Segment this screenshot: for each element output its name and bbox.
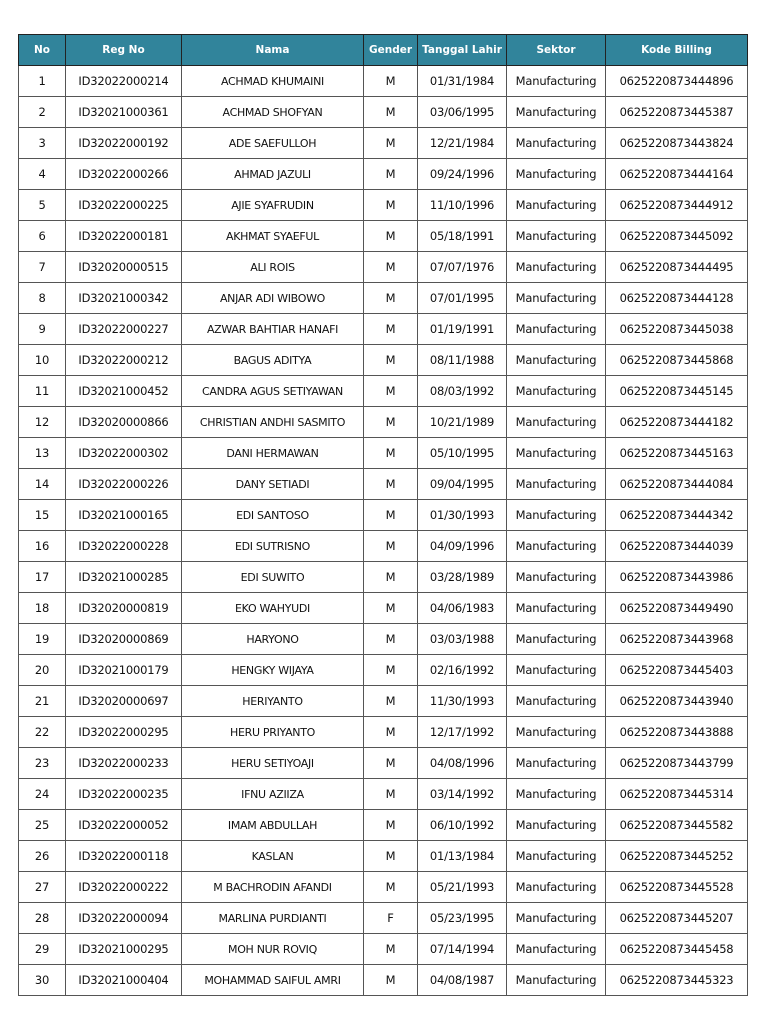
table-row xyxy=(19,438,748,469)
cell-tanggal-lahir: 05/18/1991 xyxy=(418,221,507,252)
cell-nama: ADE SAEFULLOH xyxy=(182,128,364,159)
table-row xyxy=(19,872,748,903)
col-header-tanggal-lahir: Tanggal Lahir xyxy=(418,35,507,66)
cell-reg-no: ID32022000235 xyxy=(66,779,182,810)
cell-reg-no: ID32022000295 xyxy=(66,717,182,748)
cell-sektor: Manufacturing xyxy=(507,314,606,345)
cell-nama: AHMAD JAZULI xyxy=(182,159,364,190)
table-row xyxy=(19,934,748,965)
cell-tanggal-lahir: 08/11/1988 xyxy=(418,345,507,376)
table-row xyxy=(19,903,748,934)
cell-sektor: Manufacturing xyxy=(507,221,606,252)
cell-tanggal-lahir: 05/10/1995 xyxy=(418,438,507,469)
cell-kode-billing: 0625220873445252 xyxy=(606,841,748,872)
cell-nama: EDI SUWITO xyxy=(182,562,364,593)
cell-gender: M xyxy=(364,841,418,872)
table-body xyxy=(19,66,748,996)
cell-kode-billing: 0625220873445038 xyxy=(606,314,748,345)
cell-nama: KASLAN xyxy=(182,841,364,872)
cell-kode-billing: 0625220873449490 xyxy=(606,593,748,624)
cell-sektor: Manufacturing xyxy=(507,469,606,500)
cell-gender: M xyxy=(364,66,418,97)
cell-no: 27 xyxy=(19,872,66,903)
cell-nama: HERIYANTO xyxy=(182,686,364,717)
cell-sektor: Manufacturing xyxy=(507,624,606,655)
table-row xyxy=(19,252,748,283)
cell-kode-billing: 0625220873443799 xyxy=(606,748,748,779)
cell-sektor: Manufacturing xyxy=(507,562,606,593)
cell-reg-no: ID32022000052 xyxy=(66,810,182,841)
cell-reg-no: ID32022000225 xyxy=(66,190,182,221)
cell-sektor: Manufacturing xyxy=(507,500,606,531)
cell-gender: M xyxy=(364,810,418,841)
table-row xyxy=(19,686,748,717)
cell-sektor: Manufacturing xyxy=(507,438,606,469)
cell-sektor: Manufacturing xyxy=(507,345,606,376)
cell-gender: M xyxy=(364,314,418,345)
col-header-sektor: Sektor xyxy=(507,35,606,66)
cell-kode-billing: 0625220873445207 xyxy=(606,903,748,934)
cell-sektor: Manufacturing xyxy=(507,190,606,221)
cell-kode-billing: 0625220873444128 xyxy=(606,283,748,314)
data-sheet xyxy=(18,34,748,996)
cell-reg-no: ID32022000214 xyxy=(66,66,182,97)
cell-tanggal-lahir: 01/13/1984 xyxy=(418,841,507,872)
cell-kode-billing: 0625220873444182 xyxy=(606,407,748,438)
cell-nama: M BACHRODIN AFANDI xyxy=(182,872,364,903)
cell-reg-no: ID32021000404 xyxy=(66,965,182,996)
cell-nama: AKHMAT SYAEFUL xyxy=(182,221,364,252)
cell-nama: IFNU AZIIZA xyxy=(182,779,364,810)
cell-nama: MARLINA PURDIANTI xyxy=(182,903,364,934)
cell-tanggal-lahir: 11/30/1993 xyxy=(418,686,507,717)
cell-no: 10 xyxy=(19,345,66,376)
cell-no: 23 xyxy=(19,748,66,779)
cell-reg-no: ID32022000266 xyxy=(66,159,182,190)
cell-nama: DANI HERMAWAN xyxy=(182,438,364,469)
cell-reg-no: ID32022000094 xyxy=(66,903,182,934)
cell-kode-billing: 0625220873445163 xyxy=(606,438,748,469)
cell-gender: M xyxy=(364,345,418,376)
cell-gender: M xyxy=(364,376,418,407)
cell-gender: M xyxy=(364,283,418,314)
cell-sektor: Manufacturing xyxy=(507,252,606,283)
col-header-gender: Gender xyxy=(364,35,418,66)
cell-tanggal-lahir: 12/17/1992 xyxy=(418,717,507,748)
table-row xyxy=(19,376,748,407)
cell-sektor: Manufacturing xyxy=(507,97,606,128)
cell-reg-no: ID32020000869 xyxy=(66,624,182,655)
cell-kode-billing: 0625220873444495 xyxy=(606,252,748,283)
cell-tanggal-lahir: 10/21/1989 xyxy=(418,407,507,438)
cell-no: 3 xyxy=(19,128,66,159)
cell-gender: M xyxy=(364,593,418,624)
cell-nama: BAGUS ADITYA xyxy=(182,345,364,376)
cell-nama: EDI SUTRISNO xyxy=(182,531,364,562)
table-row xyxy=(19,748,748,779)
cell-sektor: Manufacturing xyxy=(507,934,606,965)
cell-reg-no: ID32022000228 xyxy=(66,531,182,562)
cell-gender: M xyxy=(364,190,418,221)
cell-gender: M xyxy=(364,872,418,903)
cell-sektor: Manufacturing xyxy=(507,841,606,872)
cell-no: 25 xyxy=(19,810,66,841)
cell-gender: M xyxy=(364,97,418,128)
table-row xyxy=(19,500,748,531)
table-row xyxy=(19,66,748,97)
table-row xyxy=(19,717,748,748)
cell-no: 24 xyxy=(19,779,66,810)
cell-sektor: Manufacturing xyxy=(507,779,606,810)
cell-nama: CANDRA AGUS SETIYAWAN xyxy=(182,376,364,407)
cell-kode-billing: 0625220873445582 xyxy=(606,810,748,841)
cell-gender: M xyxy=(364,717,418,748)
table-row xyxy=(19,841,748,872)
cell-tanggal-lahir: 03/03/1988 xyxy=(418,624,507,655)
cell-gender: M xyxy=(364,624,418,655)
cell-sektor: Manufacturing xyxy=(507,283,606,314)
cell-reg-no: ID32021000295 xyxy=(66,934,182,965)
cell-tanggal-lahir: 03/28/1989 xyxy=(418,562,507,593)
cell-reg-no: ID32021000165 xyxy=(66,500,182,531)
cell-kode-billing: 0625220873445323 xyxy=(606,965,748,996)
cell-tanggal-lahir: 03/06/1995 xyxy=(418,97,507,128)
cell-no: 14 xyxy=(19,469,66,500)
cell-sektor: Manufacturing xyxy=(507,810,606,841)
cell-kode-billing: 0625220873445403 xyxy=(606,655,748,686)
cell-gender: M xyxy=(364,562,418,593)
cell-nama: ALI ROIS xyxy=(182,252,364,283)
cell-tanggal-lahir: 12/21/1984 xyxy=(418,128,507,159)
cell-kode-billing: 0625220873445528 xyxy=(606,872,748,903)
cell-sektor: Manufacturing xyxy=(507,376,606,407)
cell-reg-no: ID32022000222 xyxy=(66,872,182,903)
cell-nama: HENGKY WIJAYA xyxy=(182,655,364,686)
table-row xyxy=(19,624,748,655)
cell-tanggal-lahir: 04/09/1996 xyxy=(418,531,507,562)
cell-nama: ACHMAD SHOFYAN xyxy=(182,97,364,128)
cell-kode-billing: 0625220873445868 xyxy=(606,345,748,376)
table-row xyxy=(19,407,748,438)
table-row xyxy=(19,965,748,996)
cell-kode-billing: 0625220873445145 xyxy=(606,376,748,407)
cell-reg-no: ID32020000819 xyxy=(66,593,182,624)
cell-kode-billing: 0625220873445092 xyxy=(606,221,748,252)
cell-reg-no: ID32022000118 xyxy=(66,841,182,872)
cell-sektor: Manufacturing xyxy=(507,531,606,562)
table-row xyxy=(19,128,748,159)
cell-no: 15 xyxy=(19,500,66,531)
cell-no: 12 xyxy=(19,407,66,438)
cell-no: 19 xyxy=(19,624,66,655)
cell-gender: M xyxy=(364,779,418,810)
cell-nama: CHRISTIAN ANDHI SASMITO xyxy=(182,407,364,438)
cell-no: 16 xyxy=(19,531,66,562)
cell-gender: M xyxy=(364,686,418,717)
cell-nama: IMAM ABDULLAH xyxy=(182,810,364,841)
cell-nama: AJIE SYAFRUDIN xyxy=(182,190,364,221)
col-header-reg-no: Reg No xyxy=(66,35,182,66)
cell-kode-billing: 0625220873443986 xyxy=(606,562,748,593)
table-row xyxy=(19,221,748,252)
table-row xyxy=(19,97,748,128)
cell-nama: ANJAR ADI WIBOWO xyxy=(182,283,364,314)
cell-kode-billing: 0625220873444896 xyxy=(606,66,748,97)
col-header-no: No xyxy=(19,35,66,66)
table-row xyxy=(19,314,748,345)
cell-sektor: Manufacturing xyxy=(507,872,606,903)
cell-tanggal-lahir: 02/16/1992 xyxy=(418,655,507,686)
cell-reg-no: ID32021000342 xyxy=(66,283,182,314)
cell-reg-no: ID32020000697 xyxy=(66,686,182,717)
table-row xyxy=(19,283,748,314)
cell-reg-no: ID32020000866 xyxy=(66,407,182,438)
cell-reg-no: ID32021000452 xyxy=(66,376,182,407)
cell-tanggal-lahir: 01/31/1984 xyxy=(418,66,507,97)
cell-tanggal-lahir: 07/01/1995 xyxy=(418,283,507,314)
cell-gender: M xyxy=(364,748,418,779)
header-row xyxy=(19,35,748,66)
table-row xyxy=(19,779,748,810)
cell-sektor: Manufacturing xyxy=(507,128,606,159)
cell-kode-billing: 0625220873443888 xyxy=(606,717,748,748)
cell-tanggal-lahir: 06/10/1992 xyxy=(418,810,507,841)
cell-tanggal-lahir: 04/08/1996 xyxy=(418,748,507,779)
cell-nama: EDI SANTOSO xyxy=(182,500,364,531)
cell-gender: M xyxy=(364,252,418,283)
cell-sektor: Manufacturing xyxy=(507,66,606,97)
cell-no: 1 xyxy=(19,66,66,97)
table-row xyxy=(19,810,748,841)
cell-sektor: Manufacturing xyxy=(507,748,606,779)
cell-gender: F xyxy=(364,903,418,934)
cell-nama: AZWAR BAHTIAR HANAFI xyxy=(182,314,364,345)
cell-gender: M xyxy=(364,159,418,190)
cell-sektor: Manufacturing xyxy=(507,717,606,748)
cell-gender: M xyxy=(364,128,418,159)
cell-no: 26 xyxy=(19,841,66,872)
cell-kode-billing: 0625220873444164 xyxy=(606,159,748,190)
cell-gender: M xyxy=(364,407,418,438)
cell-reg-no: ID32022000233 xyxy=(66,748,182,779)
cell-tanggal-lahir: 03/14/1992 xyxy=(418,779,507,810)
cell-gender: M xyxy=(364,221,418,252)
participant-table xyxy=(18,34,748,996)
table-row xyxy=(19,655,748,686)
cell-sektor: Manufacturing xyxy=(507,965,606,996)
cell-no: 21 xyxy=(19,686,66,717)
cell-kode-billing: 0625220873443968 xyxy=(606,624,748,655)
cell-tanggal-lahir: 11/10/1996 xyxy=(418,190,507,221)
cell-tanggal-lahir: 05/23/1995 xyxy=(418,903,507,934)
cell-reg-no: ID32021000285 xyxy=(66,562,182,593)
cell-tanggal-lahir: 09/24/1996 xyxy=(418,159,507,190)
cell-reg-no: ID32021000361 xyxy=(66,97,182,128)
table-row xyxy=(19,345,748,376)
cell-tanggal-lahir: 05/21/1993 xyxy=(418,872,507,903)
cell-reg-no: ID32022000192 xyxy=(66,128,182,159)
cell-reg-no: ID32022000302 xyxy=(66,438,182,469)
cell-no: 5 xyxy=(19,190,66,221)
cell-gender: M xyxy=(364,934,418,965)
cell-reg-no: ID32022000226 xyxy=(66,469,182,500)
table-row xyxy=(19,190,748,221)
cell-nama: HERU PRIYANTO xyxy=(182,717,364,748)
cell-kode-billing: 0625220873443940 xyxy=(606,686,748,717)
cell-gender: M xyxy=(364,965,418,996)
cell-no: 28 xyxy=(19,903,66,934)
cell-tanggal-lahir: 07/07/1976 xyxy=(418,252,507,283)
table-row xyxy=(19,469,748,500)
cell-nama: HARYONO xyxy=(182,624,364,655)
cell-kode-billing: 0625220873445387 xyxy=(606,97,748,128)
cell-nama: DANY SETIADI xyxy=(182,469,364,500)
cell-tanggal-lahir: 04/08/1987 xyxy=(418,965,507,996)
cell-tanggal-lahir: 04/06/1983 xyxy=(418,593,507,624)
table-row xyxy=(19,159,748,190)
cell-sektor: Manufacturing xyxy=(507,655,606,686)
cell-tanggal-lahir: 01/30/1993 xyxy=(418,500,507,531)
cell-no: 7 xyxy=(19,252,66,283)
cell-reg-no: ID32021000179 xyxy=(66,655,182,686)
cell-kode-billing: 0625220873445458 xyxy=(606,934,748,965)
cell-kode-billing: 0625220873444912 xyxy=(606,190,748,221)
cell-kode-billing: 0625220873444039 xyxy=(606,531,748,562)
cell-no: 9 xyxy=(19,314,66,345)
cell-no: 13 xyxy=(19,438,66,469)
cell-sektor: Manufacturing xyxy=(507,903,606,934)
cell-nama: ACHMAD KHUMAINI xyxy=(182,66,364,97)
cell-no: 22 xyxy=(19,717,66,748)
cell-gender: M xyxy=(364,655,418,686)
cell-sektor: Manufacturing xyxy=(507,593,606,624)
cell-tanggal-lahir: 09/04/1995 xyxy=(418,469,507,500)
cell-nama: MOHAMMAD SAIFUL AMRI xyxy=(182,965,364,996)
cell-gender: M xyxy=(364,500,418,531)
col-header-nama: Nama xyxy=(182,35,364,66)
cell-sektor: Manufacturing xyxy=(507,407,606,438)
cell-sektor: Manufacturing xyxy=(507,686,606,717)
cell-reg-no: ID32022000212 xyxy=(66,345,182,376)
cell-no: 11 xyxy=(19,376,66,407)
cell-reg-no: ID32022000227 xyxy=(66,314,182,345)
cell-gender: M xyxy=(364,531,418,562)
cell-tanggal-lahir: 01/19/1991 xyxy=(418,314,507,345)
table-row xyxy=(19,562,748,593)
cell-kode-billing: 0625220873445314 xyxy=(606,779,748,810)
cell-nama: HERU SETIYOAJI xyxy=(182,748,364,779)
cell-no: 17 xyxy=(19,562,66,593)
table-row xyxy=(19,593,748,624)
col-header-kode-billing: Kode Billing xyxy=(606,35,748,66)
cell-no: 30 xyxy=(19,965,66,996)
cell-kode-billing: 0625220873443824 xyxy=(606,128,748,159)
cell-no: 2 xyxy=(19,97,66,128)
cell-tanggal-lahir: 08/03/1992 xyxy=(418,376,507,407)
cell-nama: EKO WAHYUDI xyxy=(182,593,364,624)
cell-no: 20 xyxy=(19,655,66,686)
cell-reg-no: ID32022000181 xyxy=(66,221,182,252)
cell-no: 4 xyxy=(19,159,66,190)
cell-no: 29 xyxy=(19,934,66,965)
cell-sektor: Manufacturing xyxy=(507,159,606,190)
cell-kode-billing: 0625220873444342 xyxy=(606,500,748,531)
cell-gender: M xyxy=(364,469,418,500)
cell-tanggal-lahir: 07/14/1994 xyxy=(418,934,507,965)
cell-nama: MOH NUR ROVIQ xyxy=(182,934,364,965)
cell-reg-no: ID32020000515 xyxy=(66,252,182,283)
cell-kode-billing: 0625220873444084 xyxy=(606,469,748,500)
cell-no: 8 xyxy=(19,283,66,314)
cell-no: 18 xyxy=(19,593,66,624)
cell-no: 6 xyxy=(19,221,66,252)
table-row xyxy=(19,531,748,562)
cell-gender: M xyxy=(364,438,418,469)
